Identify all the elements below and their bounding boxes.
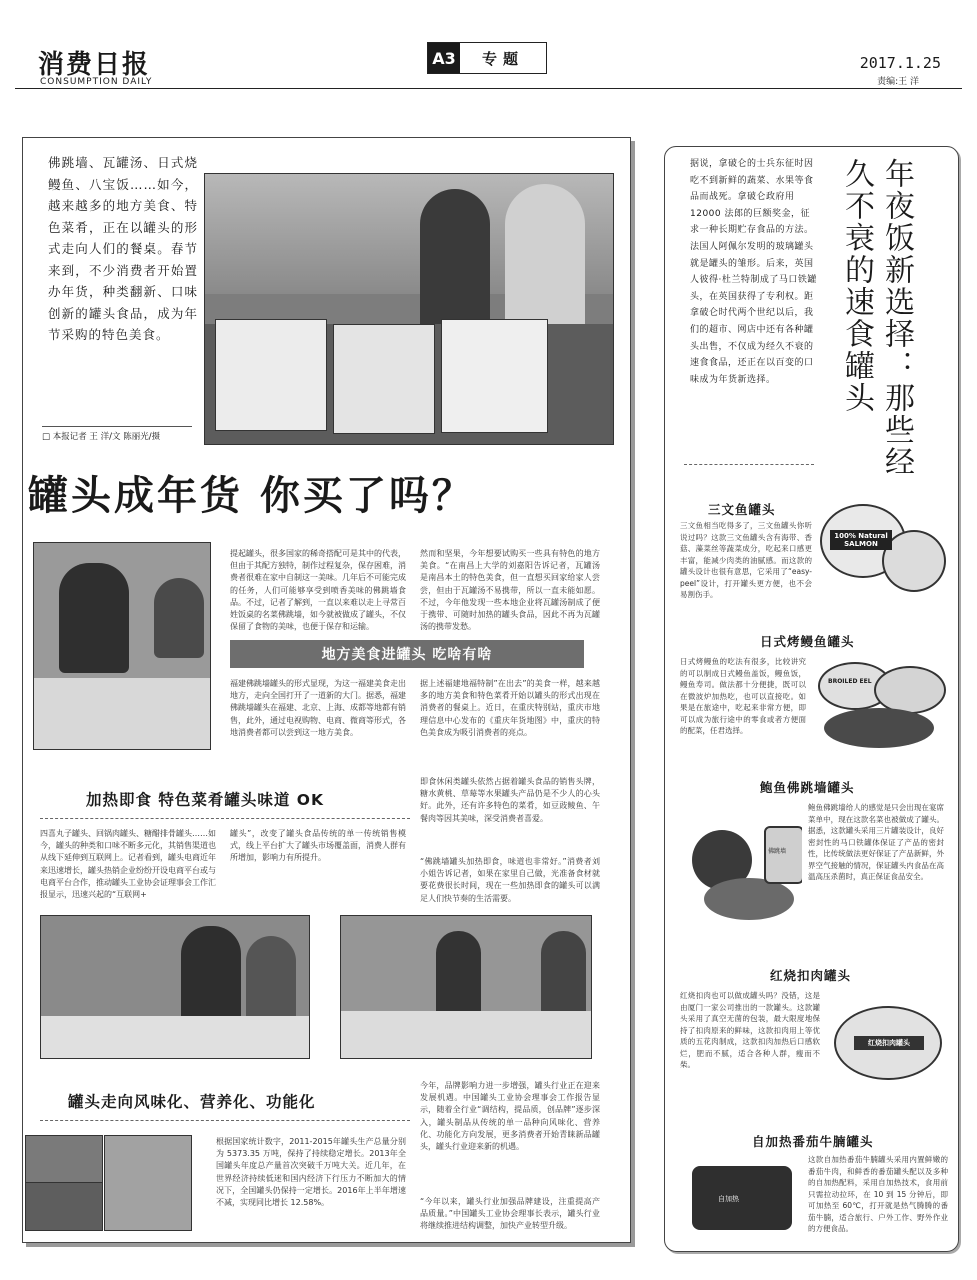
display-table xyxy=(34,678,210,749)
person-shape xyxy=(181,926,241,1026)
product-description: 红烧扣肉也可以做成罐头吗？没错，这是由厦门一家公司推出的一款罐头。这款罐头采用了真空无菌的包装，最大限度地保持了扣肉原来的鲜味，这款扣肉用上等优质的五花肉制成，这款扣肉加热后口感软烂，肥而不腻，适合各种人群，瘦而不柴。 xyxy=(680,991,820,1069)
self-heating-can-photo xyxy=(686,1158,798,1238)
product-description: 三文鱼相当吃得多了，三文鱼罐头你听说过吗？这款三文鱼罐头含有海带、香菇、藻菜丝等蔬菜成分，吃起来口感更丰富，能减少肉类的油腻感。而这款的罐头设计也很有意思，它采用了“easy-peel”设计，打开罐头更方便，也不会易割伤手。 xyxy=(680,521,812,599)
trend-column-c: “今年以来，罐头行业加强品牌建设，注重提高产品质量。”中国罐头工业协会理事长表示，罐头行业将继续推进结构调整，加快产业转型升级。 xyxy=(420,1197,600,1231)
can-label: BROILED EEL xyxy=(828,678,872,685)
product-title: 日式烤鳗鱼罐头 xyxy=(760,634,855,649)
local-column-a: 福建佛跳墙罐头的形式显现，为这一福建美食走出地方，走向全国打开了一道新的大门。据悉，福建佛跳墙罐头在福建、北京、上海、成都等地都有销售，此外，通过电视购物、电商、微商等形式，各地消费者都可以尝到这一地方美食。 xyxy=(230,679,406,737)
subhead-underline xyxy=(40,818,410,819)
subhead-underline xyxy=(40,1120,410,1121)
sidebar-title: 年夜饭新选择：那些经久不衰的速食罐头 xyxy=(839,158,914,478)
product-title: 红烧扣肉罐头 xyxy=(770,968,852,983)
page-section-tab xyxy=(427,42,547,74)
product-box xyxy=(441,319,548,433)
can-label: 自加热 xyxy=(718,1195,739,1203)
fotiaoqiang-photo xyxy=(684,820,802,926)
issue-date: 2017.1.25 xyxy=(859,54,941,72)
product-title: 鲍鱼佛跳墙罐头 xyxy=(760,780,855,795)
salmon-can-photo xyxy=(818,500,946,596)
product-title: 自加热番茄牛腩罐头 xyxy=(752,1134,874,1149)
masthead-subtitle: CONSUMPTION DAILY xyxy=(40,77,153,87)
main-headline: 罐头成年货 你买了吗？ xyxy=(28,473,475,519)
product-description: 这款自加热番茄牛腩罐头采用内置鲜嫩的番茄牛肉，和鲜香的番茄罐头配以及多种的自加热配料，采用自加热技术，食用前只需拉动拉环，在 10 到 15 分钟后，即可加热至 60℃，打开就是热气腾腾的番茄牛腩，适合旅行、户外工作、野外作业的方便食品。 xyxy=(808,1155,948,1233)
can-image xyxy=(874,666,946,714)
product-title: 三文鱼罐头 xyxy=(708,502,776,517)
can-image xyxy=(692,1166,792,1230)
section-subhead: 罐头走向风味化、营养化、功能化 xyxy=(68,1093,316,1111)
tasting-photo xyxy=(33,542,211,750)
collage-photo xyxy=(104,1135,192,1231)
product-description: 鲍鱼佛跳墙给人的感觉是只会出现在宴席菜单中，现在这款名菜也被做成了罐头。据悉，这款罐头采用三片罐装设计，良好密封性的马口铁罐体保证了产品的密封性，比传统做法更好保证了产品新鲜，外界空气接触的情况，保证罐头内食品在高温高压杀菌时，真正保证食品安全。 xyxy=(808,803,944,881)
collage-photo xyxy=(25,1182,103,1231)
heat-column-b: 罐头”，改变了罐头食品传统的单一传统销售模式，线上平台扩大了罐头市场覆盖面，消费人群有所增加，影响力有所提升。 xyxy=(230,829,406,863)
sidebar-intro: 据说，拿破仑的士兵东征时因吃不到新鲜的蔬菜、水果等食品而战死。拿破仑政府用 12000 法郎的巨额奖金，征求一种长期贮存食品的方法。法国人阿佩尔发明的玻璃罐头就是罐头的雏形。后来，英国人彼得·杜兰特制成了马口铁罐头，在英国获得了专利权。距拿破仑时代两个世纪以后，我们的超市、网店中还有各种罐头出售，不仅成为经久不衰的速食食品，还正在以百变的口味成为年货新选择。 xyxy=(690,159,817,385)
intro-column-a: 提起罐头，很多国家的稀奇搭配可是其中的代表，但由于其配方独特，制作过程复杂，保存困难，消费者很难在家中自制这一美味。几年后不可能完成的任务，人们可能够享受到喷香美味的佛跳墙食品。不过，记者了解到，一直以来难以走上寻常百姓饭桌的名菜佛跳墙，如今就被做成了罐头，不仅保留了食物的美味，也便于保存和运输。 xyxy=(230,549,406,632)
local-column-b: 据上述福建地福特制”在出去”的美食一样，越来越多的地方美食和特色菜肴开始以罐头的形式出现在消费者的餐桌上。近日，在重庆特别站，重庆市地理信息中心发布的《重庆年货地图》中，重庆的特色美食成为吸引消费者的亮点。 xyxy=(420,679,600,737)
trend-column-a: 根据国家统计数字，2011-2015年罐头生产总量分别为 5373.35 万吨，保持了持续稳定增长。2013年全国罐头年度总产量首次突破千万吨大关。近几年，在世界经济持续低迷和国内经济下行压力不断加大的情况下，全国罐头仍保持一定增长。2016年上半年增速不减，实现同比增长 12.58%。 xyxy=(216,1137,406,1208)
can-label: 佛跳墙 xyxy=(768,848,787,855)
market-photo-left xyxy=(40,915,310,1059)
heat-column-a: 四喜丸子罐头、回锅肉罐头、糖醋排骨罐头……如今，罐头的种类和口味不断多元化，其销售渠道也从线下延伸到互联网上。记者看到，罐头电商近年来迅速增长，罐头热销企业纷纷开设电商平台或与电商平台合作，推动罐头工业协会证理事会工作汇报显示，迅速兴起的“互联网+ xyxy=(40,829,216,900)
byline: □ 本报记者 王 洋/文 陈丽光/摄 xyxy=(42,426,192,442)
product-shelf xyxy=(41,1016,309,1058)
section-banner: 地方美食进罐头 吃啥有啥 xyxy=(230,640,584,668)
heat-column-c: 即食休闲类罐头依然占据着罐头食品的销售头牌，糖水黄桃、草莓等水果罐头产品仍是不少人的心头好。此外，还有许多特色的菜肴，如豆豉鲮鱼、午餐肉等因其美味，深受消费者喜爱。 xyxy=(420,777,600,823)
intro-column-b: 然而和坚果，今年想要试购买一些具有特色的地方美食。“在南昌上大学的刘嘉阳告诉记者，瓦罐汤是南昌本土的特色美食，但一直想买回家给家人尝尝，但由于瓦罐汤不易携带，所以一直未能如愿。不过，今年他发现一些本地企业将瓦罐汤制成了便于携带、可随时加热的罐头食品，因此不再为瓦罐汤的携带发愁。 xyxy=(420,549,600,632)
expo-booth-photo xyxy=(204,173,614,445)
dish-image xyxy=(824,708,934,748)
editor-credit: 责编:王 洋 xyxy=(877,77,919,87)
lead-paragraph: 佛跳墙、瓦罐汤、日式烧鳗鱼、八宝饭……如今，越来越多的地方美食、特色菜肴，正在以罐头的形式走向人们的餐桌。春节来到，不少消费者开始置办年货，种类翻新、口味创新的罐头食品，成为年节采购的特色美食。 xyxy=(48,155,198,342)
section-subhead: 加热即食 特色菜肴罐头味道 OK xyxy=(86,791,324,809)
product-box xyxy=(215,319,327,431)
dish-image xyxy=(704,878,794,920)
eel-can-photo xyxy=(814,656,946,756)
product-shelf xyxy=(341,1011,591,1058)
market-photo-right xyxy=(340,915,592,1059)
product-box xyxy=(333,324,435,434)
page-number: A3 xyxy=(428,43,460,73)
header-rule xyxy=(15,88,962,89)
trend-column-b: 今年，品牌影响力进一步增强，罐头行业正在迎来发展机遇。中国罐头工业协会理事会工作报告显示，随着全行业“调结构，提品质，创品牌”逐步深入，罐头制品从传统的单一品种向风味化、营养化、功能化方向发展，更多消费者开始青睐新品罐头，罐头行业迎来新的机遇。 xyxy=(420,1081,600,1152)
person-shape xyxy=(246,936,296,1026)
can-image xyxy=(764,826,802,884)
person-shape xyxy=(154,578,204,658)
heat-column-d: “佛跳墙罐头加热即食，味道也非常好。”消费者刘小姐告诉记者，如果在家里自己做，光准备食材就要花费很长时间，现在一些加热即食的罐头可以满足人们快节奏的生活需要。 xyxy=(420,857,600,903)
person-shape xyxy=(59,563,129,673)
braised-pork-can-photo xyxy=(828,996,946,1086)
can-label: 红烧扣肉罐头 xyxy=(854,1036,924,1050)
newspaper-masthead: 消费日报 xyxy=(38,50,151,80)
person-shape xyxy=(420,189,490,339)
section-name: 专题 xyxy=(481,49,524,68)
product-description: 日式烤鳗鱼的吃法有很多，比较讲究的可以制成日式鳗鱼盖饭，鳗鱼饭，鳗鱼寿司。做法都十分便捷，既可以在微波炉加热吃，也可以直接吃。如果是在旅途中，吃起来非常方便，即可以成为旅行途中的零食或者方便面的配菜，任君选择。 xyxy=(680,657,806,735)
can-label: 100% Natural SALMON xyxy=(830,530,892,550)
sidebar-rule xyxy=(684,464,814,465)
